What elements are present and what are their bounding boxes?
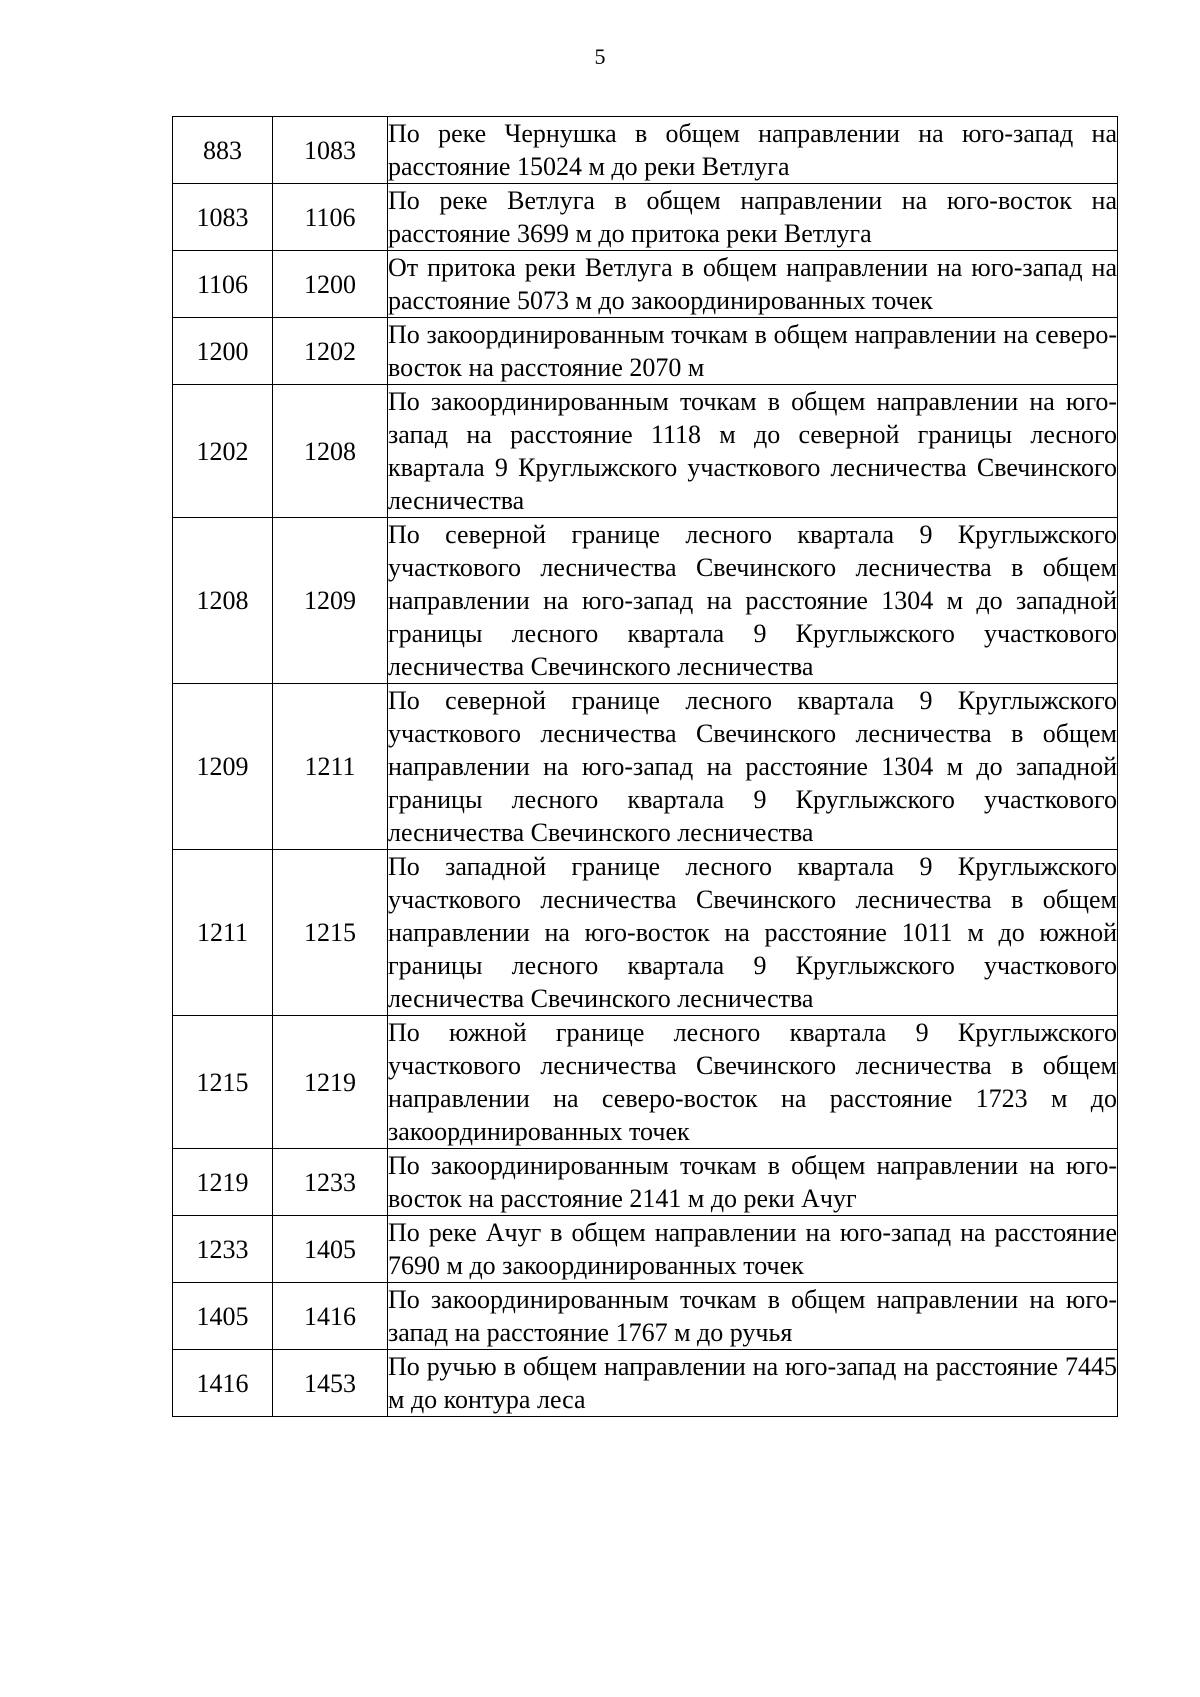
page-number: 5 [594, 44, 606, 69]
table-row [173, 184, 1118, 251]
description-cell: По южной границе лесного квартала 9 Круглыжского участкового лесничества Свечинского лесничества в общем направлении на северо-восток на расстояние 1723 м до закоординированных точек [388, 1016, 1118, 1149]
description-cell: От притока реки Ветлуга в общем направлении на юго-запад на расстояние 5073 м до закоординированных точек [388, 251, 1118, 318]
from-point-cell: 1083 [173, 184, 273, 251]
to-point-cell: 1219 [273, 1016, 388, 1149]
description-cell: По закоординированным точкам в общем направлении на северо-восток на расстояние 2070 м [388, 318, 1118, 385]
description-cell: По закоординированным точкам в общем направлении на юго-восток на расстояние 2141 м до реки Ачуг [388, 1149, 1118, 1216]
from-point-cell: 1200 [173, 318, 273, 385]
from-point-cell: 883 [173, 117, 273, 184]
from-point-cell: 1219 [173, 1149, 273, 1216]
from-point-cell: 1233 [173, 1216, 273, 1283]
table-row [173, 385, 1118, 518]
boundary-table [172, 116, 1118, 1417]
description-cell: По реке Ачуг в общем направлении на юго-запад на расстояние 7690 м до закоординированных точек [388, 1216, 1118, 1283]
from-point-cell: 1416 [173, 1350, 273, 1417]
from-point-cell: 1405 [173, 1283, 273, 1350]
description-cell: По реке Ветлуга в общем направлении на юго-восток на расстояние 3699 м до притока реки Ветлуга [388, 184, 1118, 251]
table-row [173, 1149, 1118, 1216]
description-cell: По северной границе лесного квартала 9 Круглыжского участкового лесничества Свечинского лесничества в общем направлении на юго-запад на расстояние 1304 м до западной границы лесного квартала 9 Круглыжского участкового лесничества Свечинского лесничества [388, 518, 1118, 684]
to-point-cell: 1405 [273, 1216, 388, 1283]
description-cell: По северной границе лесного квартала 9 Круглыжского участкового лесничества Свечинского лесничества в общем направлении на юго-запад на расстояние 1304 м до западной границы лесного квартала 9 Круглыжского участкового лесничества Свечинского лесничества [388, 684, 1118, 850]
table-row [173, 1350, 1118, 1417]
to-point-cell: 1202 [273, 318, 388, 385]
description-cell: По закоординированным точкам в общем направлении на юго-запад на расстояние 1118 м до северной границы лесного квартала 9 Круглыжского участкового лесничества Свечинского лесничества [388, 385, 1118, 518]
table-row [173, 1216, 1118, 1283]
table-row [173, 318, 1118, 385]
from-point-cell: 1202 [173, 385, 273, 518]
to-point-cell: 1209 [273, 518, 388, 684]
description-cell: По закоординированным точкам в общем направлении на юго-запад на расстояние 1767 м до ручья [388, 1283, 1118, 1350]
table-row [173, 1283, 1118, 1350]
to-point-cell: 1083 [273, 117, 388, 184]
description-cell: По западной границе лесного квартала 9 Круглыжского участкового лесничества Свечинского лесничества в общем направлении на юго-восток на расстояние 1011 м до южной границы лесного квартала 9 Круглыжского участкового лесничества Свечинского лесничества [388, 850, 1118, 1016]
table-row [173, 850, 1118, 1016]
from-point-cell: 1106 [173, 251, 273, 318]
from-point-cell: 1215 [173, 1016, 273, 1149]
table-row [173, 518, 1118, 684]
description-cell: По реке Чернушка в общем направлении на юго-запад на расстояние 15024 м до реки Ветлуга [388, 117, 1118, 184]
to-point-cell: 1215 [273, 850, 388, 1016]
to-point-cell: 1416 [273, 1283, 388, 1350]
from-point-cell: 1211 [173, 850, 273, 1016]
to-point-cell: 1211 [273, 684, 388, 850]
table-row [173, 1016, 1118, 1149]
table-row [173, 251, 1118, 318]
description-cell: По ручью в общем направлении на юго-запад на расстояние 7445 м до контура леса [388, 1350, 1118, 1417]
to-point-cell: 1453 [273, 1350, 388, 1417]
from-point-cell: 1208 [173, 518, 273, 684]
table-row [173, 684, 1118, 850]
to-point-cell: 1208 [273, 385, 388, 518]
from-point-cell: 1209 [173, 684, 273, 850]
to-point-cell: 1106 [273, 184, 388, 251]
table-row [173, 117, 1118, 184]
to-point-cell: 1233 [273, 1149, 388, 1216]
to-point-cell: 1200 [273, 251, 388, 318]
